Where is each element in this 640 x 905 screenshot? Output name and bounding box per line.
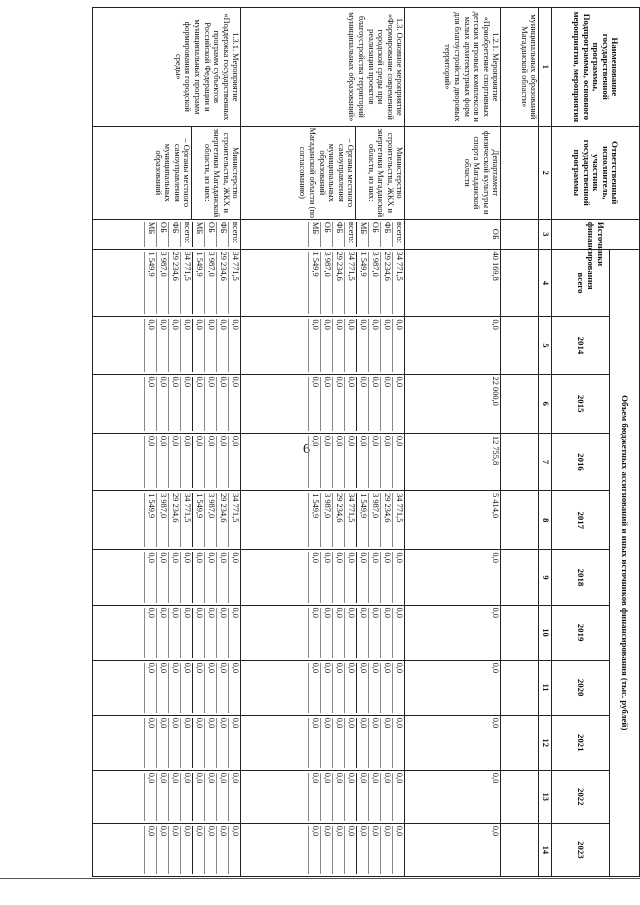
value-cell: 5 414,0 [405,491,501,550]
sub-value: 0,0 [156,436,168,488]
sub-value: 0,0 [216,718,228,768]
sub-value: 0,0 [308,436,320,488]
sub-value: 0,0 [216,552,228,602]
sub-value: 0,0 [204,718,216,768]
sub-value: 3 987,0 [320,493,332,547]
sub-value: 0,0 [368,773,380,821]
rotated-table-page [20,7,640,877]
sub-value: 29 234,6 [216,493,228,547]
sub-value: 1 549,9 [308,493,320,547]
value-column [241,433,405,490]
sub-value: 0,0 [332,773,344,821]
value-cell: 0,0 [405,660,501,715]
sub-value: 0,0 [380,608,392,658]
column-number: 3 [539,219,552,249]
sub-value: 0,0 [308,718,320,768]
sub-value: 0,0 [320,773,332,821]
row-sources [241,219,405,249]
sub-value: 29 234,6 [216,252,228,315]
value-column [241,491,405,550]
sub-value: 0,0 [180,608,192,658]
sub-value: 34 771,5 [392,493,404,547]
value-column [93,249,241,317]
sub-value: 3 987,0 [156,493,168,547]
sub-value: 0,0 [180,663,192,713]
value-column [93,317,241,374]
sub-value: 0,0 [180,826,192,874]
value-cell: 0,0 [405,605,501,660]
sub-value: 0,0 [344,826,356,874]
sub-value: 0,0 [192,663,204,713]
header-year: всего [552,249,610,317]
sub-value: 34 771,5 [344,252,356,315]
sub-value: всего: [228,222,240,247]
sub-value: 0,0 [168,377,180,431]
executor-ministry: Министерство строительства, ЖКХ и энергетики Магаданской области, из них: [191,127,240,219]
sub-value: 0,0 [344,608,356,658]
sub-value: 0,0 [392,718,404,768]
value-cell: 0,0 [405,317,501,374]
sub-value: 0,0 [356,608,368,658]
sub-value: 1 549,9 [192,493,204,547]
sub-value: 0,0 [380,663,392,713]
page-number: 6 [303,442,310,457]
value-cell: 40 169,8 [405,249,501,317]
sub-value: 0,0 [320,436,332,488]
sub-value: 0,0 [308,826,320,874]
sub-value: 29 234,6 [332,252,344,315]
sub-value: 0,0 [380,319,392,371]
sub-value: 0,0 [144,436,156,488]
sub-value: 3 987,0 [204,493,216,547]
value-column [93,823,241,876]
sub-value: 3 987,0 [156,252,168,315]
sub-value: 0,0 [392,436,404,488]
sub-value: 0,0 [368,377,380,431]
sub-value: 0,0 [332,377,344,431]
sub-value: 0,0 [320,319,332,371]
header-year: 2021 [552,715,610,770]
sub-value: ФБ [168,222,180,247]
sub-value: 0,0 [368,436,380,488]
value-cell: 22 000,0 [405,374,501,433]
sub-value: 29 234,6 [332,493,344,547]
column-number: 6 [539,374,552,433]
sub-value: 0,0 [192,377,204,431]
sub-value: 0,0 [180,552,192,602]
value-column [93,433,241,490]
sub-value: 0,0 [168,718,180,768]
sub-value: всего: [180,222,192,247]
header-year: 2017 [552,491,610,550]
sub-value: 0,0 [392,608,404,658]
sub-value: 0,0 [344,436,356,488]
sub-value: 0,0 [144,377,156,431]
sub-value: 0,0 [344,718,356,768]
sub-value: 0,0 [228,436,240,488]
sub-value: 0,0 [368,826,380,874]
sub-value: 0,0 [156,552,168,602]
sub-value: 0,0 [192,552,204,602]
column-number: 8 [539,491,552,550]
sub-value: 29 234,6 [168,493,180,547]
column-number: 10 [539,605,552,660]
sub-value: 0,0 [332,319,344,371]
bottom-rule [0,878,640,879]
table-row [93,8,241,877]
sub-value: 0,0 [216,773,228,821]
sub-value: 0,0 [216,436,228,488]
column-number: 14 [539,823,552,876]
sub-value: 34 771,5 [180,493,192,547]
sub-value: 0,0 [228,552,240,602]
sub-value: 0,0 [216,663,228,713]
header-year: 2016 [552,433,610,490]
sub-value: 0,0 [308,663,320,713]
sub-value: 0,0 [168,319,180,371]
sub-value: ОБ [320,222,332,247]
value-cell: 0,0 [405,550,501,605]
table-row [405,8,501,877]
sub-value: ОБ [156,222,168,247]
sub-value: 0,0 [216,826,228,874]
sub-value: 29 234,6 [380,493,392,547]
value-column [241,770,405,823]
sub-value: 0,0 [356,552,368,602]
sub-value: 0,0 [144,718,156,768]
sub-value: 0,0 [204,377,216,431]
sub-value: 0,0 [380,826,392,874]
sub-value: 0,0 [356,773,368,821]
sub-value: 1 549,9 [192,252,204,315]
sub-value: 0,0 [332,663,344,713]
financing-table [92,7,640,877]
table-row [501,8,539,877]
sub-value: ФБ [216,222,228,247]
sub-value: 0,0 [228,608,240,658]
sub-value: ОБ [368,222,380,247]
sub-value: 0,0 [228,319,240,371]
sub-value: 0,0 [308,319,320,371]
sub-value: 1 549,9 [356,493,368,547]
sub-value: 0,0 [344,319,356,371]
header-year: 2015 [552,374,610,433]
sub-value: всего: [344,222,356,247]
sub-value: 0,0 [156,663,168,713]
sub-value: 0,0 [168,552,180,602]
sub-value: 0,0 [332,718,344,768]
sub-value: 0,0 [180,377,192,431]
sub-value: 0,0 [344,552,356,602]
row-source: ОБ [405,219,501,249]
sub-value: 0,0 [308,773,320,821]
value-column [93,770,241,823]
sub-value: 0,0 [168,663,180,713]
table-row [241,8,405,877]
sub-value: 0,0 [228,773,240,821]
sub-value: 0,0 [156,773,168,821]
header-year: 2019 [552,605,610,660]
sub-value: 3 987,0 [320,252,332,315]
sub-value: 0,0 [228,663,240,713]
value-column [93,491,241,550]
row-executor [93,126,241,219]
sub-value: 0,0 [168,608,180,658]
sub-value: 0,0 [144,663,156,713]
header-group: Объем бюджетных ассигнований и иных источников финансирования (тыс. рублей) [610,249,640,876]
column-number: 4 [539,249,552,317]
executor-local: – Органы местного самоуправления муниципальных образований [153,138,192,208]
sub-value: 0,0 [308,608,320,658]
sub-value: 0,0 [332,552,344,602]
column-numbers-row [539,8,552,877]
sub-value: 0,0 [204,319,216,371]
sub-value: 3 987,0 [368,493,380,547]
sub-value: 29 234,6 [380,252,392,315]
sub-value: 0,0 [216,319,228,371]
value-column [241,823,405,876]
column-number: 2 [539,126,552,219]
sub-value: 0,0 [204,663,216,713]
header-year: 2014 [552,317,610,374]
value-column [241,249,405,317]
sub-value: 0,0 [320,608,332,658]
value-column [241,605,405,660]
column-number: 5 [539,317,552,374]
sub-value: 0,0 [144,826,156,874]
sub-value: 0,0 [380,436,392,488]
column-number: 11 [539,660,552,715]
sub-value: 34 771,5 [180,252,192,315]
value-column [93,660,241,715]
row-name: 1.3. Основное мероприятие «Формирование современной городской среды при реализации проектов благоустройства территорий муниципальных образований» [241,8,405,127]
sub-value: 0,0 [368,552,380,602]
sub-value: 0,0 [356,663,368,713]
sub-value: 1 549,9 [144,252,156,315]
sub-value: 0,0 [192,319,204,371]
sub-value: 0,0 [344,663,356,713]
sub-value: 0,0 [308,552,320,602]
sub-value: 0,0 [368,663,380,713]
column-number: 9 [539,550,552,605]
executor-local: – Органы местного самоуправления муниципальных образований Магаданской области (по согласованию) [298,127,356,218]
sub-value: 0,0 [320,377,332,431]
sub-value: 0,0 [356,319,368,371]
value-column [93,374,241,433]
value-cell: 0,0 [405,823,501,876]
value-column [241,715,405,770]
sub-value: 0,0 [344,377,356,431]
sub-value: 0,0 [392,377,404,431]
sub-value: 0,0 [156,826,168,874]
header-year: 2023 [552,823,610,876]
sub-value: 0,0 [356,436,368,488]
header-name: Наименование государственной программы, Подпрограммы, основного мероприятия, мероприятия [552,8,640,127]
column-number: 12 [539,715,552,770]
sub-value: 0,0 [368,718,380,768]
sub-value: 0,0 [204,436,216,488]
sub-value: 0,0 [320,663,332,713]
sub-value: 0,0 [180,436,192,488]
sub-value: всего: [392,222,404,247]
sub-value: 0,0 [380,377,392,431]
sub-value: 0,0 [144,608,156,658]
sub-value: 34 771,5 [228,493,240,547]
header-executor: Ответственный исполнитель, участник государственной программы [552,126,640,219]
sub-value: 1 549,9 [356,252,368,315]
sub-value: 0,0 [228,377,240,431]
sub-value: 0,0 [180,718,192,768]
sub-value: 0,0 [392,826,404,874]
sub-value: 0,0 [332,826,344,874]
sub-value: 34 771,5 [344,493,356,547]
row-executor: Департамент физической культуры и спорта Магаданской области [405,126,501,219]
value-column [93,715,241,770]
column-number: 1 [539,8,552,127]
sub-value: МБ [192,222,204,247]
sub-value: 0,0 [356,377,368,431]
sub-value: 0,0 [308,377,320,431]
sub-value: 0,0 [216,377,228,431]
value-cell: 0,0 [405,770,501,823]
sub-value: 0,0 [332,608,344,658]
row-executor [241,126,405,219]
header-year: 2020 [552,660,610,715]
value-column [241,317,405,374]
sub-value: ФБ [332,222,344,247]
header-year: 2022 [552,770,610,823]
sub-value: МБ [356,222,368,247]
sub-value: 0,0 [228,718,240,768]
sub-value: МБ [308,222,320,247]
sub-value: 0,0 [192,773,204,821]
executor-ministry: Министерство строительства, ЖКХ и энергетики Магаданской области, из них: [355,127,404,219]
sub-value: 0,0 [192,718,204,768]
sub-value: 0,0 [392,552,404,602]
value-column [93,605,241,660]
sub-value: 0,0 [344,773,356,821]
sub-value: 0,0 [156,608,168,658]
sub-value: 0,0 [356,826,368,874]
sub-value: 0,0 [168,436,180,488]
sub-value: 0,0 [180,773,192,821]
sub-value: 29 234,6 [168,252,180,315]
sub-value: 0,0 [392,663,404,713]
sub-value: 0,0 [368,319,380,371]
row-name: муниципальных образований Магаданской области» [501,8,539,127]
column-number: 7 [539,433,552,490]
row-name: 1.2.1. Мероприятие «Приобретение спортивных детских игровых комплексов и малых архитектурных форм для благоустройства дворовых территорий» [405,8,501,127]
sub-value: 0,0 [192,826,204,874]
sub-value: 0,0 [192,608,204,658]
sub-value: 0,0 [228,826,240,874]
header-source: Источники финансирования [552,219,640,249]
sub-value: 0,0 [320,718,332,768]
sub-value: 0,0 [192,436,204,488]
sub-value: 3 987,0 [204,252,216,315]
sub-value: ФБ [380,222,392,247]
column-number: 13 [539,770,552,823]
sub-value: 0,0 [392,773,404,821]
sub-value: 0,0 [204,552,216,602]
sub-value: 0,0 [156,319,168,371]
sub-value: 0,0 [368,608,380,658]
sub-value: 34 771,5 [392,252,404,315]
value-column [241,660,405,715]
value-column [241,374,405,433]
value-column [93,550,241,605]
sub-value: 0,0 [180,319,192,371]
sub-value: 3 987,0 [368,252,380,315]
sub-value: 0,0 [204,826,216,874]
sub-value: 0,0 [144,773,156,821]
sub-value: 0,0 [168,826,180,874]
sub-value: ОБ [204,222,216,247]
sub-value: 0,0 [156,718,168,768]
sub-value: 0,0 [380,552,392,602]
row-sources [93,219,241,249]
sub-value: 1 549,9 [144,493,156,547]
header-year: 2018 [552,550,610,605]
sub-value: 0,0 [380,773,392,821]
sub-value: 0,0 [144,552,156,602]
sub-value: 0,0 [320,826,332,874]
sub-value: 1 549,9 [308,252,320,315]
sub-value: 0,0 [332,436,344,488]
sub-value: 0,0 [380,718,392,768]
sub-value: 0,0 [204,608,216,658]
sub-value: МБ [144,222,156,247]
sub-value: 0,0 [216,608,228,658]
value-column [241,550,405,605]
row-name: 1.3.1. Мероприятие «Поддержка государственных программ субъектов Российской Федерации и муниципальных программ формирования городской среды» [93,8,241,127]
sub-value: 0,0 [156,377,168,431]
value-cell: 12 755,8 [405,433,501,490]
sub-value: 0,0 [144,319,156,371]
sub-value: 0,0 [392,319,404,371]
sub-value: 0,0 [204,773,216,821]
sub-value: 0,0 [168,773,180,821]
sub-value: 34 771,5 [228,252,240,315]
value-cell: 0,0 [405,715,501,770]
sub-value: 0,0 [320,552,332,602]
sub-value: 0,0 [356,718,368,768]
